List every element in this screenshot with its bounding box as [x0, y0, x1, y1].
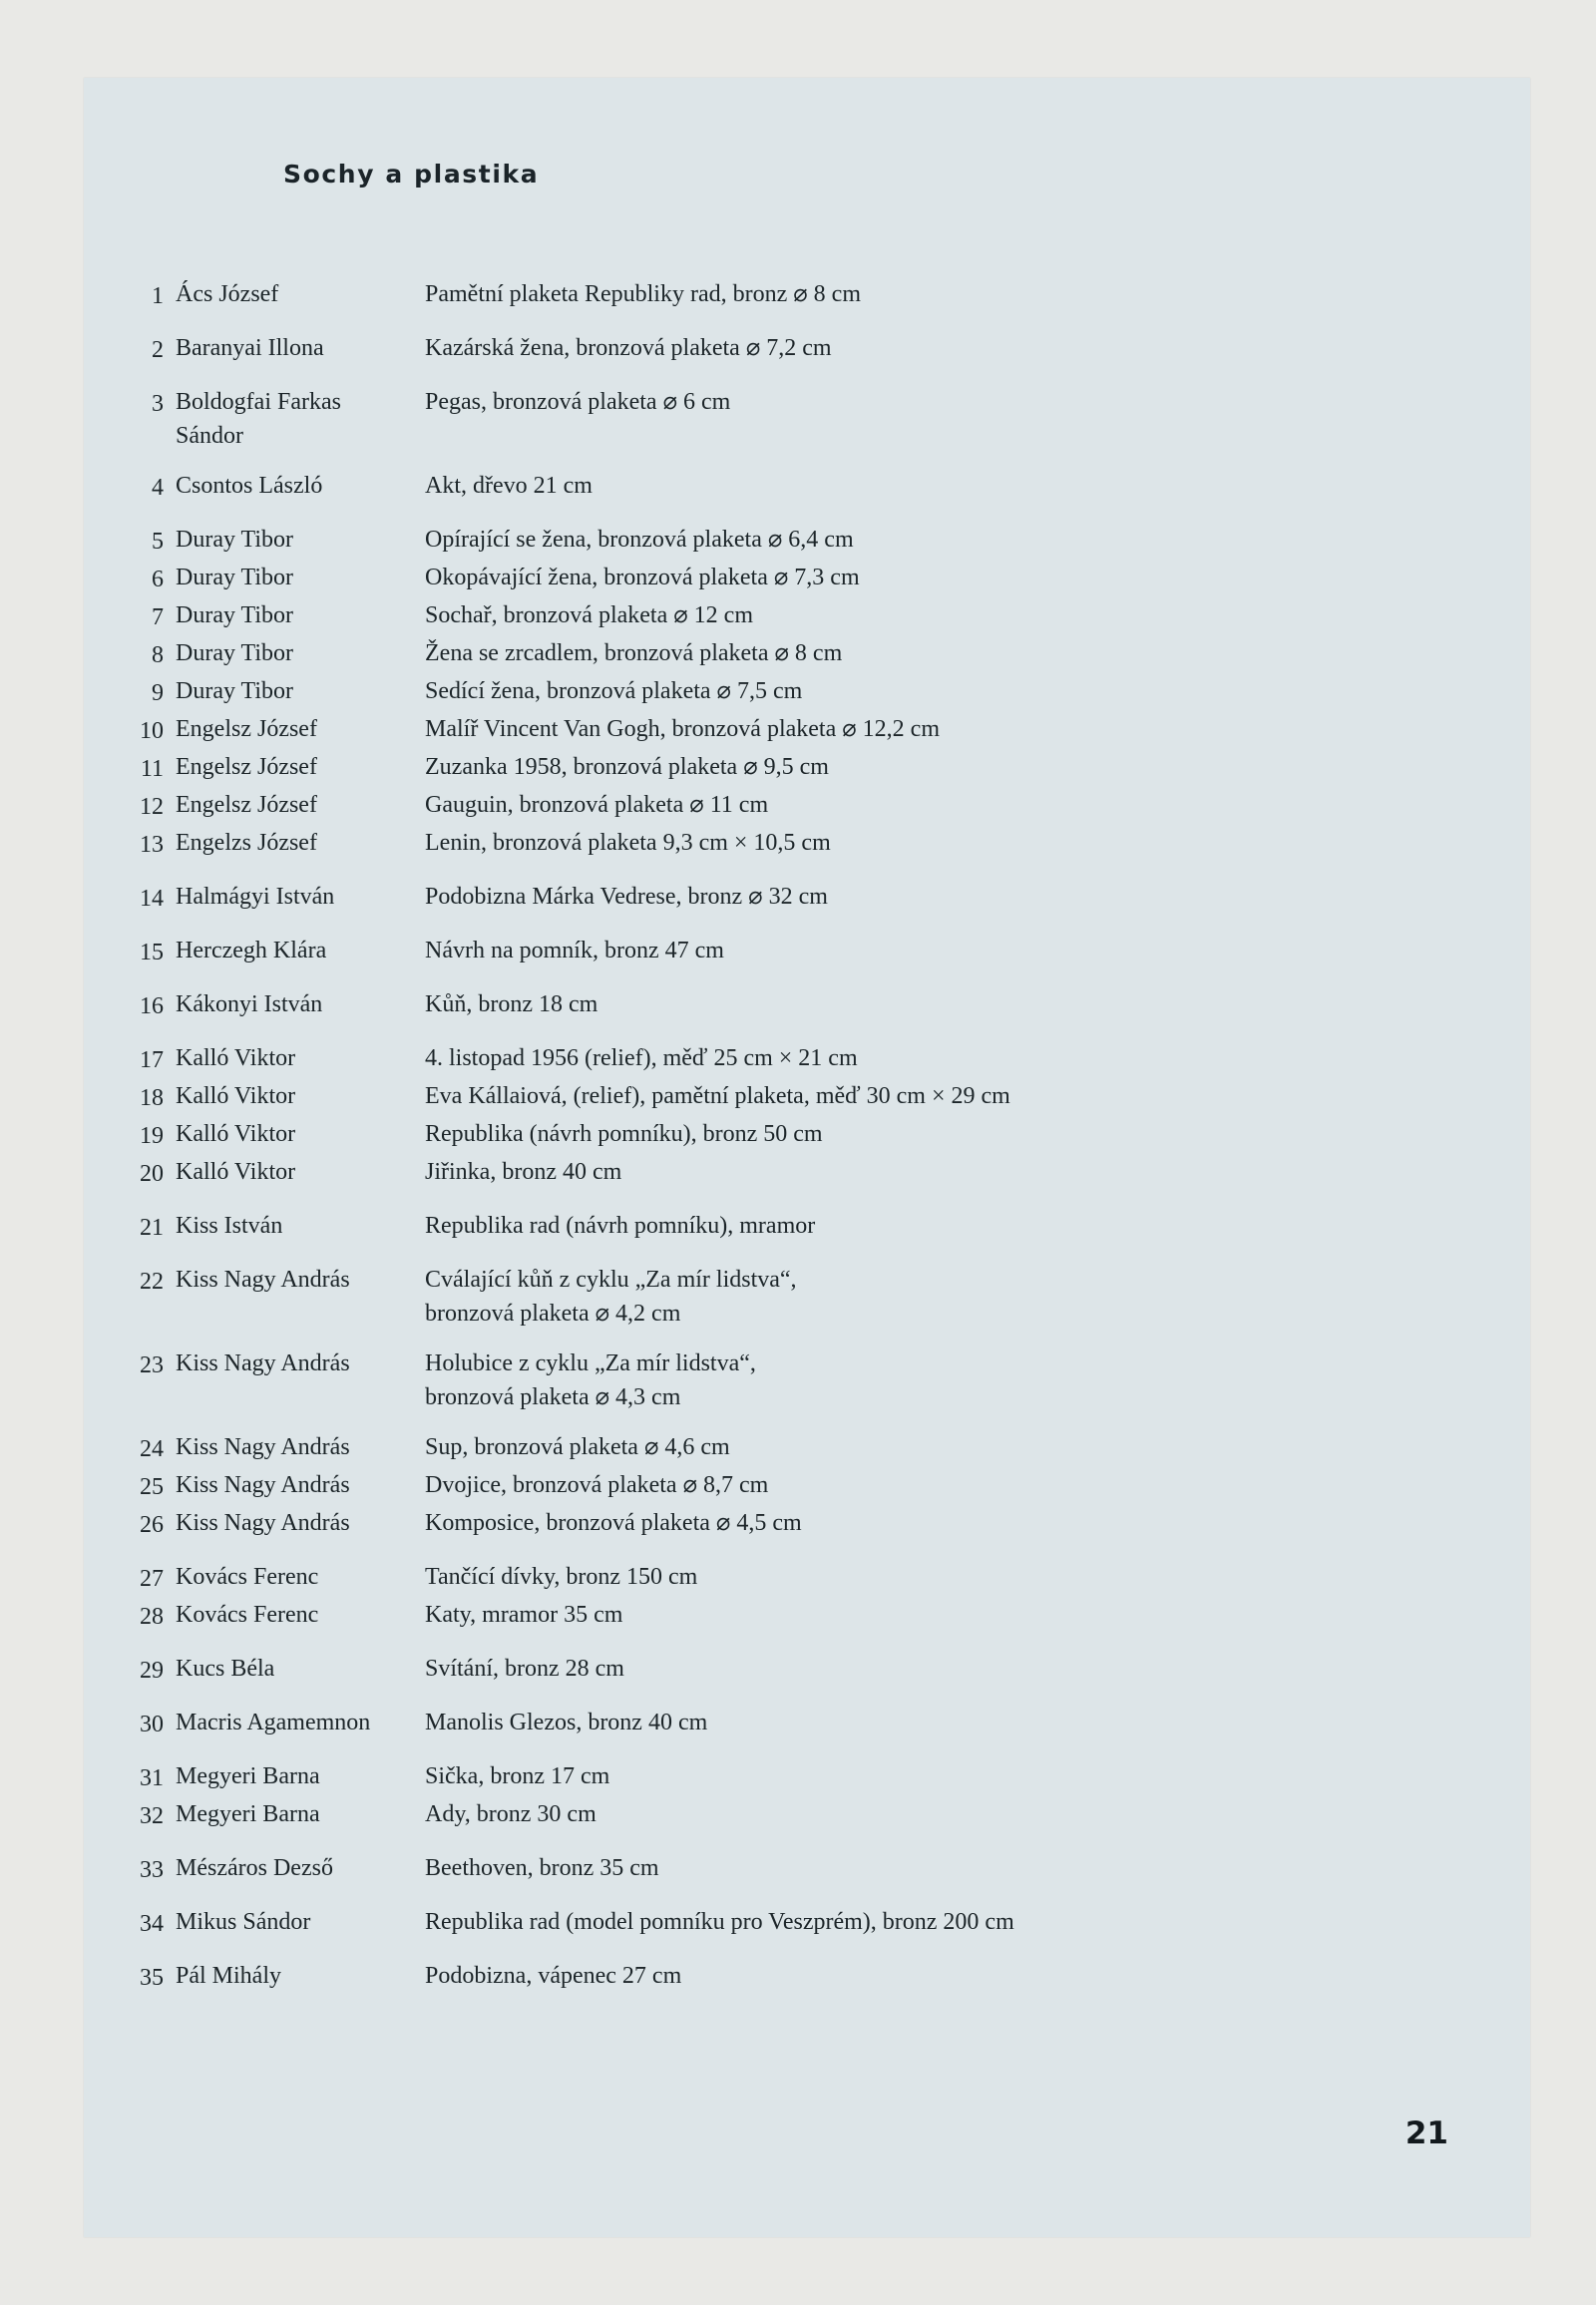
entry-artist-line: Kiss Nagy András: [176, 1472, 350, 1498]
entry-number: 2: [152, 337, 164, 363]
entry-number: 33: [140, 1857, 164, 1883]
entry-description: [425, 1506, 1530, 1540]
entry-artist-name: [176, 331, 425, 365]
entry-artist-line: Kovács Ferenc: [176, 1602, 319, 1628]
page-title: Sochy a plastika: [283, 160, 540, 189]
entry-description-line: Jiřinka, bronz 40 cm: [425, 1159, 622, 1185]
page-content: [84, 78, 1530, 2237]
entry-number: 35: [140, 1965, 164, 1991]
entry-description-line-2: bronzová plaketa ⌀ 4,3 cm: [425, 1384, 681, 1410]
entry-number: 25: [140, 1474, 164, 1500]
entry-number: 22: [140, 1269, 164, 1295]
entry-description: [425, 1759, 1530, 1793]
catalog-entry-row: [84, 1905, 1530, 1943]
entry-artist-line: Baranyai Illona: [176, 335, 324, 361]
entry-artist-name: [176, 1959, 425, 1993]
entry-number: 17: [140, 1047, 164, 1073]
entry-description-line: Beethoven, bronz 35 cm: [425, 1855, 659, 1881]
entry-spacer: [84, 1544, 1530, 1560]
catalog-entry-row: [84, 674, 1530, 712]
entry-number: 13: [140, 832, 164, 858]
entry-description: [425, 636, 1530, 670]
catalog-entry-row: [84, 1706, 1530, 1743]
entry-description-line: Akt, dřevo 21 cm: [425, 473, 593, 499]
entry-artist-line: Engelsz József: [176, 792, 317, 818]
entry-artist-name: [176, 1598, 425, 1632]
entry-description-line: Zuzanka 1958, bronzová plaketa ⌀ 9,5 cm: [425, 754, 829, 780]
entry-artist-name: [176, 469, 425, 503]
entry-number: 26: [140, 1512, 164, 1538]
entry-number: 32: [140, 1803, 164, 1829]
entry-description: [425, 1079, 1530, 1113]
entry-artist-name: [176, 1468, 425, 1502]
catalog-entry-row: [84, 712, 1530, 750]
entry-description-line: Manolis Glezos, bronz 40 cm: [425, 1710, 708, 1735]
entry-spacer: [84, 1247, 1530, 1263]
entry-description-line: Sička, bronz 17 cm: [425, 1763, 610, 1789]
entry-description: [425, 1117, 1530, 1151]
entry-description: [425, 1598, 1530, 1632]
entry-description-line: Holubice z cyklu „Za mír lidstva“,: [425, 1350, 756, 1376]
entry-number: 5: [152, 529, 164, 555]
catalog-entry-row: [84, 1652, 1530, 1690]
catalog-entry-row: [84, 788, 1530, 826]
entry-artist-line: Engelsz József: [176, 754, 317, 780]
entry-description-line: Pamětní plaketa Republiky rad, bronz ⌀ 8 cm: [425, 281, 862, 307]
entry-artist-line: Engelzs József: [176, 830, 317, 856]
entry-artist-line: Halmágyi István: [176, 884, 335, 910]
entry-description: [425, 987, 1530, 1021]
entry-artist-name: [176, 1652, 425, 1686]
catalog-entry-row: [84, 750, 1530, 788]
entry-number: 18: [140, 1085, 164, 1111]
entry-description-line: Kazárská žena, bronzová plaketa ⌀ 7,2 cm: [425, 335, 832, 361]
entry-description: [425, 598, 1530, 632]
entry-description-line: Sochař, bronzová plaketa ⌀ 12 cm: [425, 602, 754, 628]
entry-description: [425, 880, 1530, 914]
entry-number: 4: [152, 475, 164, 501]
catalog-entry-row: [84, 1117, 1530, 1155]
entry-number: 14: [140, 886, 164, 912]
entry-artist-name: [176, 561, 425, 594]
entry-description: [425, 1851, 1530, 1885]
entry-description: [425, 523, 1530, 557]
entry-artist-line: Pál Mihály: [176, 1963, 281, 1989]
entry-number: 11: [140, 756, 164, 782]
entry-artist-name: [176, 598, 425, 632]
entry-description: [425, 712, 1530, 746]
catalog-entry-row: [84, 1959, 1530, 1997]
entry-artist-name: [176, 636, 425, 670]
catalog-entry-row: [84, 385, 1530, 453]
entry-spacer: [84, 369, 1530, 385]
entry-number: 20: [140, 1161, 164, 1187]
entry-artist-name: [176, 750, 425, 784]
entry-description: [425, 826, 1530, 860]
entry-spacer: [84, 971, 1530, 987]
catalog-entry-row: [84, 1506, 1530, 1544]
entry-description: [425, 674, 1530, 708]
entry-description: [425, 277, 1530, 311]
entry-spacer: [84, 1193, 1530, 1209]
entry-artist-name: [176, 987, 425, 1021]
entry-number: 31: [140, 1765, 164, 1791]
entry-number: 24: [140, 1436, 164, 1462]
entry-description-line: Dvojice, bronzová plaketa ⌀ 8,7 cm: [425, 1472, 769, 1498]
entry-artist-name: [176, 1851, 425, 1885]
entry-description-line: Republika rad (model pomníku pro Veszprém), bronz 200 cm: [425, 1909, 1014, 1935]
entry-number: 34: [140, 1911, 164, 1937]
entry-description: [425, 331, 1530, 365]
document-page: [84, 78, 1530, 2237]
entry-artist-line: Kiss Nagy András: [176, 1510, 350, 1536]
entry-artist-name: [176, 1041, 425, 1075]
entry-artist-name: [176, 1506, 425, 1540]
entry-artist-line: Kovács Ferenc: [176, 1564, 319, 1590]
entry-description: [425, 469, 1530, 503]
entry-artist-line: Kiss Nagy András: [176, 1434, 350, 1460]
entry-number: 23: [140, 1352, 164, 1378]
entry-artist-name: [176, 1797, 425, 1831]
entry-description: [425, 1430, 1530, 1464]
catalog-entry-row: [84, 331, 1530, 369]
entry-number: 8: [152, 642, 164, 668]
entry-artist-line: Mészáros Dezső: [176, 1855, 333, 1881]
entry-description-line: Opírající se žena, bronzová plaketa ⌀ 6,4 cm: [425, 527, 854, 553]
entry-artist-name: [176, 934, 425, 967]
entry-artist-line: Ács József: [176, 281, 279, 307]
catalog-entry-list: [84, 277, 1530, 1997]
entry-artist-line: Kucs Béla: [176, 1656, 275, 1682]
entry-description: [425, 1706, 1530, 1739]
entry-artist-line: Megyeri Barna: [176, 1801, 320, 1827]
entry-artist-name: [176, 1560, 425, 1594]
entry-spacer: [84, 1743, 1530, 1759]
catalog-entry-row: [84, 1598, 1530, 1636]
entry-spacer: [84, 1889, 1530, 1905]
entry-description-line: Žena se zrcadlem, bronzová plaketa ⌀ 8 cm: [425, 640, 843, 666]
entry-spacer: [84, 507, 1530, 523]
catalog-entry-row: [84, 598, 1530, 636]
entry-artist-name: [176, 788, 425, 822]
entry-artist-line: Boldogfai Farkas: [176, 389, 341, 415]
entry-artist-name: [176, 277, 425, 311]
entry-artist-name: [176, 1117, 425, 1151]
entry-artist-line: Megyeri Barna: [176, 1763, 320, 1789]
entry-description: [425, 1797, 1530, 1831]
catalog-entry-row: [84, 1560, 1530, 1598]
entry-artist-line-2: Sándor: [176, 423, 243, 449]
entry-description: [425, 1959, 1530, 1993]
entry-description: [425, 1468, 1530, 1502]
entry-description-line: Cválající kůň z cyklu „Za mír lidstva“,: [425, 1267, 797, 1293]
entry-artist-line: Kákonyi István: [176, 991, 323, 1017]
entry-spacer: [84, 864, 1530, 880]
catalog-entry-row: [84, 826, 1530, 864]
entry-description-line: Sedící žena, bronzová plaketa ⌀ 7,5 cm: [425, 678, 803, 704]
entry-spacer: [84, 315, 1530, 331]
entry-artist-name: [176, 1155, 425, 1189]
entry-description-line: Kůň, bronz 18 cm: [425, 991, 598, 1017]
entry-artist-line: Macris Agamemnon: [176, 1710, 371, 1735]
entry-artist-line: Mikus Sándor: [176, 1909, 311, 1935]
entry-description-line: Okopávající žena, bronzová plaketa ⌀ 7,3 cm: [425, 565, 860, 590]
entry-artist-line: Kalló Viktor: [176, 1121, 296, 1147]
catalog-entry-row: [84, 1468, 1530, 1506]
entry-number: 27: [140, 1566, 164, 1592]
entry-artist-name: [176, 523, 425, 557]
entry-artist-line: Herczegh Klára: [176, 938, 327, 963]
entry-number: 6: [152, 567, 164, 592]
catalog-entry-row: [84, 1797, 1530, 1835]
entry-artist-line: Duray Tibor: [176, 565, 294, 590]
entry-description-line: Republika (návrh pomníku), bronz 50 cm: [425, 1121, 823, 1147]
entry-spacer: [84, 1414, 1530, 1430]
entry-number: 12: [140, 794, 164, 820]
entry-description: [425, 934, 1530, 967]
entry-number: 30: [140, 1712, 164, 1737]
entry-artist-line: Duray Tibor: [176, 527, 294, 553]
entry-description: [425, 1209, 1530, 1243]
entry-description: [425, 1346, 1530, 1414]
entry-description: [425, 788, 1530, 822]
entry-artist-name: [176, 1079, 425, 1113]
entry-number: 16: [140, 993, 164, 1019]
entry-spacer: [84, 453, 1530, 469]
entry-description-line: Komposice, bronzová plaketa ⌀ 4,5 cm: [425, 1510, 802, 1536]
entry-description-line: Gauguin, bronzová plaketa ⌀ 11 cm: [425, 792, 769, 818]
entry-description-line: Lenin, bronzová plaketa 9,3 cm × 10,5 cm: [425, 830, 831, 856]
entry-description: [425, 1560, 1530, 1594]
entry-artist-name: [176, 712, 425, 746]
entry-artist-line: Kiss István: [176, 1213, 283, 1239]
entry-description: [425, 1041, 1530, 1075]
catalog-entry-row: [84, 934, 1530, 971]
entry-description-line: Ady, bronz 30 cm: [425, 1801, 597, 1827]
entry-description-line: Tančící dívky, bronz 150 cm: [425, 1564, 698, 1590]
catalog-entry-row: [84, 469, 1530, 507]
entry-description-line: Pegas, bronzová plaketa ⌀ 6 cm: [425, 389, 731, 415]
entry-description-line: Podobizna, vápenec 27 cm: [425, 1963, 682, 1989]
catalog-entry-row: [84, 523, 1530, 561]
entry-spacer: [84, 1943, 1530, 1959]
entry-spacer: [84, 1025, 1530, 1041]
catalog-entry-row: [84, 1759, 1530, 1797]
entry-artist-name: [176, 1706, 425, 1739]
entry-description-line: 4. listopad 1956 (relief), měď 25 cm × 21 cm: [425, 1045, 858, 1071]
page-number: 21: [1404, 2115, 1448, 2151]
entry-description: [425, 1652, 1530, 1686]
entry-artist-line: Duray Tibor: [176, 678, 294, 704]
entry-description-line: Eva Kállaiová, (relief), pamětní plaketa, měď 30 cm × 29 cm: [425, 1083, 1010, 1109]
catalog-entry-row: [84, 636, 1530, 674]
catalog-entry-row: [84, 1155, 1530, 1193]
entry-description-line: Katy, mramor 35 cm: [425, 1602, 623, 1628]
entry-description: [425, 385, 1530, 419]
entry-artist-name: [176, 1905, 425, 1939]
entry-artist-name: [176, 826, 425, 860]
entry-description-line: Sup, bronzová plaketa ⌀ 4,6 cm: [425, 1434, 730, 1460]
entry-artist-name: [176, 1759, 425, 1793]
entry-number: 21: [140, 1215, 164, 1241]
entry-artist-name: [176, 1209, 425, 1243]
catalog-entry-row: [84, 1209, 1530, 1247]
entry-artist-line: Engelsz József: [176, 716, 317, 742]
entry-description: [425, 750, 1530, 784]
entry-number: 15: [140, 940, 164, 965]
entry-number: 1: [152, 283, 164, 309]
catalog-entry-row: [84, 277, 1530, 315]
entry-number: 9: [152, 680, 164, 706]
entry-description: [425, 561, 1530, 594]
catalog-entry-row: [84, 987, 1530, 1025]
catalog-entry-row: [84, 1346, 1530, 1414]
entry-description-line: Svítání, bronz 28 cm: [425, 1656, 624, 1682]
entry-artist-line: Kiss Nagy András: [176, 1267, 350, 1293]
entry-artist-line: Kiss Nagy András: [176, 1350, 350, 1376]
catalog-entry-row: [84, 1263, 1530, 1331]
entry-artist-name: [176, 385, 425, 453]
entry-number: 28: [140, 1604, 164, 1630]
entry-spacer: [84, 1690, 1530, 1706]
entry-description-line-2: bronzová plaketa ⌀ 4,2 cm: [425, 1301, 681, 1327]
entry-description-line: Podobizna Márka Vedrese, bronz ⌀ 32 cm: [425, 884, 828, 910]
entry-artist-name: [176, 674, 425, 708]
entry-description-line: Návrh na pomník, bronz 47 cm: [425, 938, 724, 963]
entry-artist-line: Csontos László: [176, 473, 323, 499]
catalog-entry-row: [84, 1041, 1530, 1079]
entry-number: 3: [152, 391, 164, 417]
catalog-entry-row: [84, 880, 1530, 918]
entry-artist-line: Duray Tibor: [176, 602, 294, 628]
catalog-entry-row: [84, 1430, 1530, 1468]
entry-artist-name: [176, 1430, 425, 1464]
entry-number: 29: [140, 1658, 164, 1684]
catalog-entry-row: [84, 1079, 1530, 1117]
catalog-entry-row: [84, 1851, 1530, 1889]
entry-spacer: [84, 1331, 1530, 1346]
entry-description-line: Republika rad (návrh pomníku), mramor: [425, 1213, 816, 1239]
entry-spacer: [84, 918, 1530, 934]
entry-number: 10: [140, 718, 164, 744]
entry-artist-name: [176, 880, 425, 914]
entry-artist-line: Kalló Viktor: [176, 1083, 296, 1109]
entry-artist-line: Duray Tibor: [176, 640, 294, 666]
catalog-entry-row: [84, 561, 1530, 598]
entry-number: 7: [152, 604, 164, 630]
entry-artist-line: Kalló Viktor: [176, 1045, 296, 1071]
entry-artist-line: Kalló Viktor: [176, 1159, 296, 1185]
entry-artist-name: [176, 1346, 425, 1380]
entry-description: [425, 1155, 1530, 1189]
entry-number: 19: [140, 1123, 164, 1149]
entry-description: [425, 1905, 1530, 1939]
entry-description: [425, 1263, 1530, 1331]
entry-artist-name: [176, 1263, 425, 1297]
entry-description-line: Malíř Vincent Van Gogh, bronzová plaketa ⌀ 12,2 cm: [425, 716, 940, 742]
entry-spacer: [84, 1636, 1530, 1652]
entry-spacer: [84, 1835, 1530, 1851]
